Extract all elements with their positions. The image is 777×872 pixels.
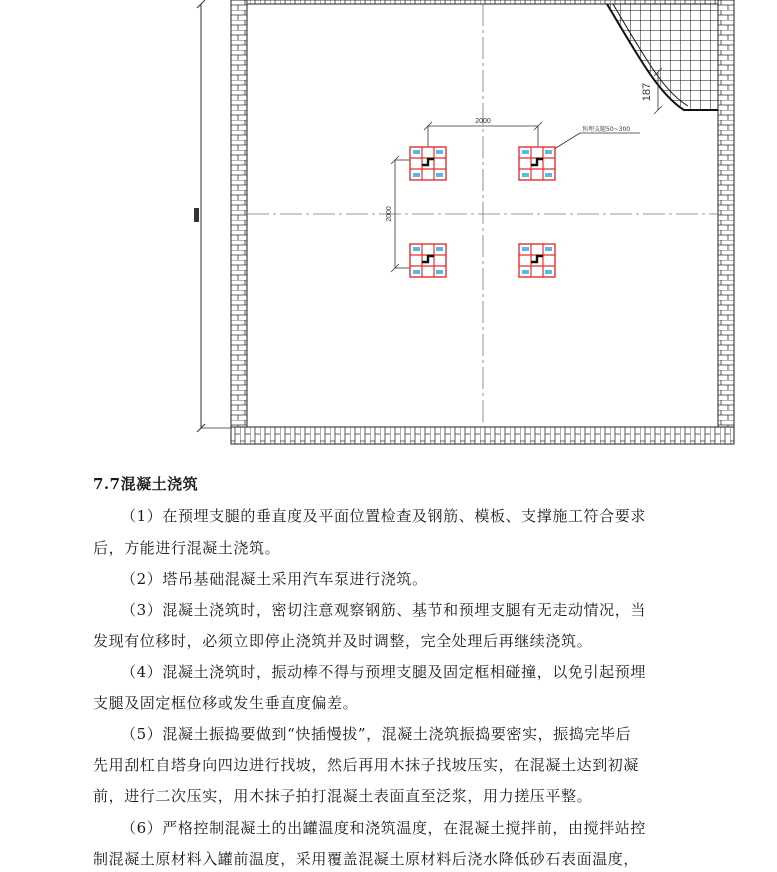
paragraph-line: 前，进行二次压实，用木抹子拍打混凝土表面直至泛浆，用力搓压平整。 — [93, 787, 593, 805]
paragraph-line: 后，方能进行混凝土浇筑。 — [93, 539, 281, 557]
paragraph-line: （3）混凝土浇筑时，密切注意观察钢筋、基节和预埋支腿有无走动情况，当 — [121, 601, 646, 619]
embedded-leg-top-right — [519, 147, 555, 180]
paragraph-line: （2）塔吊基础混凝土采用汽车泵进行浇筑。 — [121, 570, 428, 588]
paragraph-line: （4）混凝土浇筑时，振动棒不得与预埋支腿及固定框相碰撞，以免引起预埋 — [121, 663, 646, 681]
corner-dimension: 187 — [641, 82, 653, 102]
section-heading: 7.7混凝土浇筑 — [93, 475, 199, 493]
vertical-dimension: 2000 — [386, 206, 393, 222]
paragraph-line: （1）在预埋支腿的垂直度及平面位置检查及钢筋、模板、支撑施工符合要求 — [121, 507, 646, 525]
paragraph-line: 发现有位移时，必须立即停止浇筑并及时调整，完全处理后再继续浇筑。 — [93, 632, 593, 650]
leader-note: 预埋支腿50~300 — [582, 126, 631, 133]
embedded-leg-bottom-left — [410, 244, 446, 277]
paragraph-line: 支腿及固定框位移或发生垂直度偏差。 — [93, 694, 359, 712]
paragraph-line: （5）混凝土振捣要做到“快插慢拔”，混凝土浇筑振捣要密实，振捣完毕后 — [121, 725, 632, 743]
embedded-leg-bottom-right — [519, 244, 555, 277]
embedded-leg-top-left — [410, 147, 446, 180]
paragraph-line: 先用刮杠自塔身向四边进行找坡，然后再用木抹子找坡压实，在混凝土达到初凝 — [93, 756, 640, 774]
horizontal-dimension: 2000 — [475, 118, 491, 125]
paragraph-line: （6）严格控制混凝土的出罐温度和浇筑温度，在混凝土搅拌前，由搅拌站控 — [121, 819, 646, 837]
paragraph-line: 制混凝土原材料入罐前温度，采用覆盖混凝土原材料后浇水降低砂石表面温度， — [93, 850, 640, 868]
